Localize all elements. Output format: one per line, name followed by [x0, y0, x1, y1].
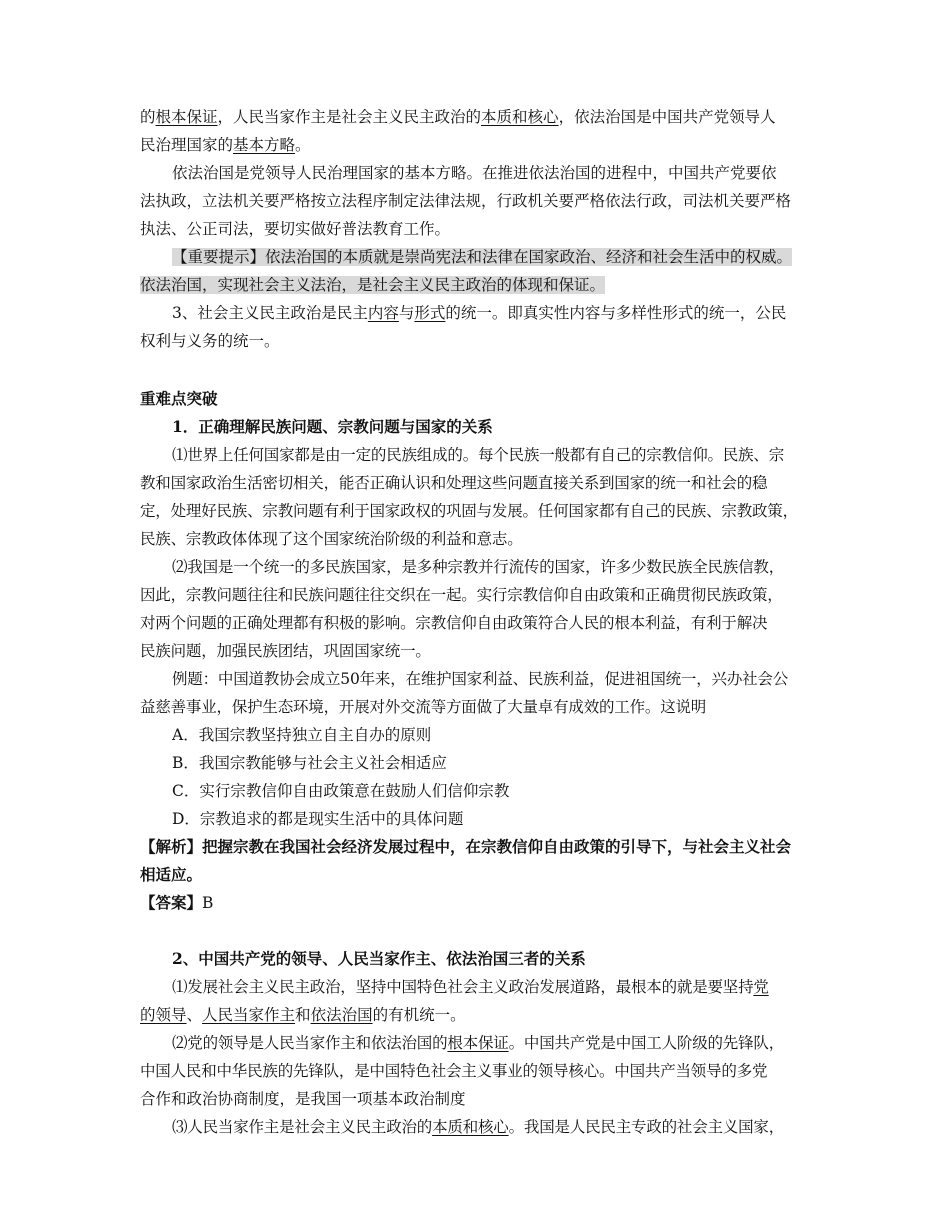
paragraph-line	[140, 103, 820, 131]
paragraph-line: 法执政，立法机关要严格按立法程序制定法律法规，行政机关要严格依法行政，司法机关要严格	[140, 192, 792, 210]
option-b: B．我国宗教能够与社会主义社会相适应	[172, 754, 447, 772]
option-a: A．我国宗教坚持独立自主自办的原则	[172, 726, 432, 744]
text-run: ，人民当家作主是社会主义民主政治的	[217, 108, 482, 126]
underlined-term: 本质和核心	[432, 1118, 509, 1136]
paragraph-line	[172, 299, 820, 327]
text-run: ⑶人民当家作主是社会主义民主政治的	[172, 1118, 433, 1136]
underlined-term: 本质和核心	[481, 108, 559, 126]
text-run: 的有机统一。	[372, 1006, 466, 1024]
text-run: 。我国是人民民主专政的社会主义国家，	[508, 1118, 785, 1136]
option-c: C．实行宗教信仰自由政策意在鼓励人们信仰宗教	[172, 782, 510, 800]
text-run: 。	[295, 136, 311, 154]
highlighted-text: 【重要提示】依法治国的本质就是崇尚宪法和法律在国家政治、经济和社会生活中的权威。	[172, 248, 793, 266]
option-d: D．宗教追求的都是现实生活中的具体问题	[172, 810, 464, 828]
underlined-term: 根本保证	[155, 108, 218, 126]
answer-line	[140, 889, 820, 917]
text-run: ⑴发展社会主义民主政治，坚持中国特色社会主义政治发展道路，最根本的就是要坚持	[172, 978, 754, 996]
underlined-term: 人民当家作主	[202, 1006, 296, 1024]
analysis-text: 【解析】把握宗教在我国社会经济发展过程中，在宗教信仰自由政策的引导下，与社会主义社会	[140, 837, 792, 856]
text-run: 民治理国家的	[140, 136, 234, 154]
paragraph-line: ⑵我国是一个统一的多民族国家，是多种宗教并行流传的国家，许多少数民族全民族信教，	[172, 558, 785, 576]
underlined-term: 基本方略	[233, 136, 296, 154]
underlined-term: 内容	[367, 304, 399, 322]
answer-value: B	[202, 894, 214, 912]
underlined-term: 形式	[414, 304, 446, 322]
paragraph-line	[172, 1113, 820, 1141]
paragraph-line: 中国人民和中华民族的先锋队，是中国特色社会主义事业的领导核心。中国共产当领导的多党	[140, 1062, 768, 1080]
paragraph-line: 因此，宗教问题往往和民族问题往往交织在一起。实行宗教信仰自由政策和正确贯彻民族政策，	[140, 586, 783, 604]
text-run: 、	[186, 1006, 203, 1024]
underlined-term: 党	[753, 978, 769, 996]
text-run: 。中国共产党是中国工人阶级的先锋队，	[508, 1034, 785, 1052]
example-question: 益慈善事业，保护生态环境，开展对外交流等方面做了大量卓有成效的工作。这说明	[140, 698, 707, 716]
text-run: 3、社会主义民主政治是民主	[172, 304, 368, 322]
paragraph-line: 执法、公正司法，要切实做好普法教育工作。	[140, 220, 451, 238]
subsection-heading: 1．正确理解民族问题、宗教问题与国家的关系	[172, 417, 493, 436]
paragraph-line: 依法治国是党领导人民治理国家的基本方略。在推进依法治国的进程中，中国共产党要依	[172, 164, 777, 182]
subsection-heading: 2、中国共产党的领导、人民当家作主、依法治国三者的关系	[172, 949, 586, 968]
paragraph-line	[140, 1001, 820, 1029]
text-run: 的	[140, 108, 156, 126]
paragraph-line	[140, 131, 820, 159]
text-run: 和	[295, 1006, 311, 1024]
paragraph-line: 对两个问题的正确处理都有积极的影响。宗教信仰自由政策符合人民的根本利益，有利于解决	[140, 614, 768, 632]
text-run: ，依法治国是中国共产党领导人	[558, 108, 776, 126]
paragraph-line	[172, 973, 820, 1001]
paragraph-line: 民族、宗教政体体现了这个国家统治阶级的利益和意志。	[140, 530, 523, 548]
important-tip-line	[172, 243, 820, 271]
answer-label: 【答案】	[140, 893, 203, 912]
paragraph-line: 定，处理好民族、宗教问题有利于国家政权的巩固与发展。任何国家都有自己的民族、宗教政策，	[140, 502, 798, 520]
analysis-text: 相适应。	[140, 865, 203, 884]
underlined-term: 依法治国	[310, 1006, 373, 1024]
paragraph-line: 合作和政治协商制度，是我国一项基本政治制度	[140, 1090, 466, 1108]
paragraph-line: 民族问题，加强民族团结，巩固国家统一。	[140, 642, 431, 660]
text-run: 与	[398, 304, 415, 322]
section-title: 重难点突破	[140, 389, 218, 408]
text-run: 的统一。即真实性内容与多样性形式的统一，公民	[445, 304, 787, 322]
paragraph-line: 教和国家政治生活密切相关，能否正确认识和处理这些问题直接关系到国家的统一和社会的稳	[140, 474, 768, 492]
underlined-term: 的领导	[140, 1006, 187, 1024]
underlined-term: 根本保证	[447, 1034, 509, 1052]
paragraph-line	[172, 1029, 820, 1057]
example-question: 例题：中国道教协会成立50年来，在维护国家利益、民族利益，促进祖国统一，兴办社会公	[172, 670, 789, 688]
paragraph-line: ⑴世界上任何国家都是由一定的民族组成的。每个民族一般都有自己的宗教信仰。民族、宗	[172, 446, 785, 464]
paragraph-line: 权利与义务的统一。	[140, 332, 280, 350]
highlighted-text: 依法治国，实现社会主义法治，是社会主义民主政治的体现和保证。	[140, 276, 606, 294]
text-run: ⑵党的领导是人民当家作主和依法治国的	[172, 1034, 448, 1052]
important-tip-line	[140, 271, 820, 299]
